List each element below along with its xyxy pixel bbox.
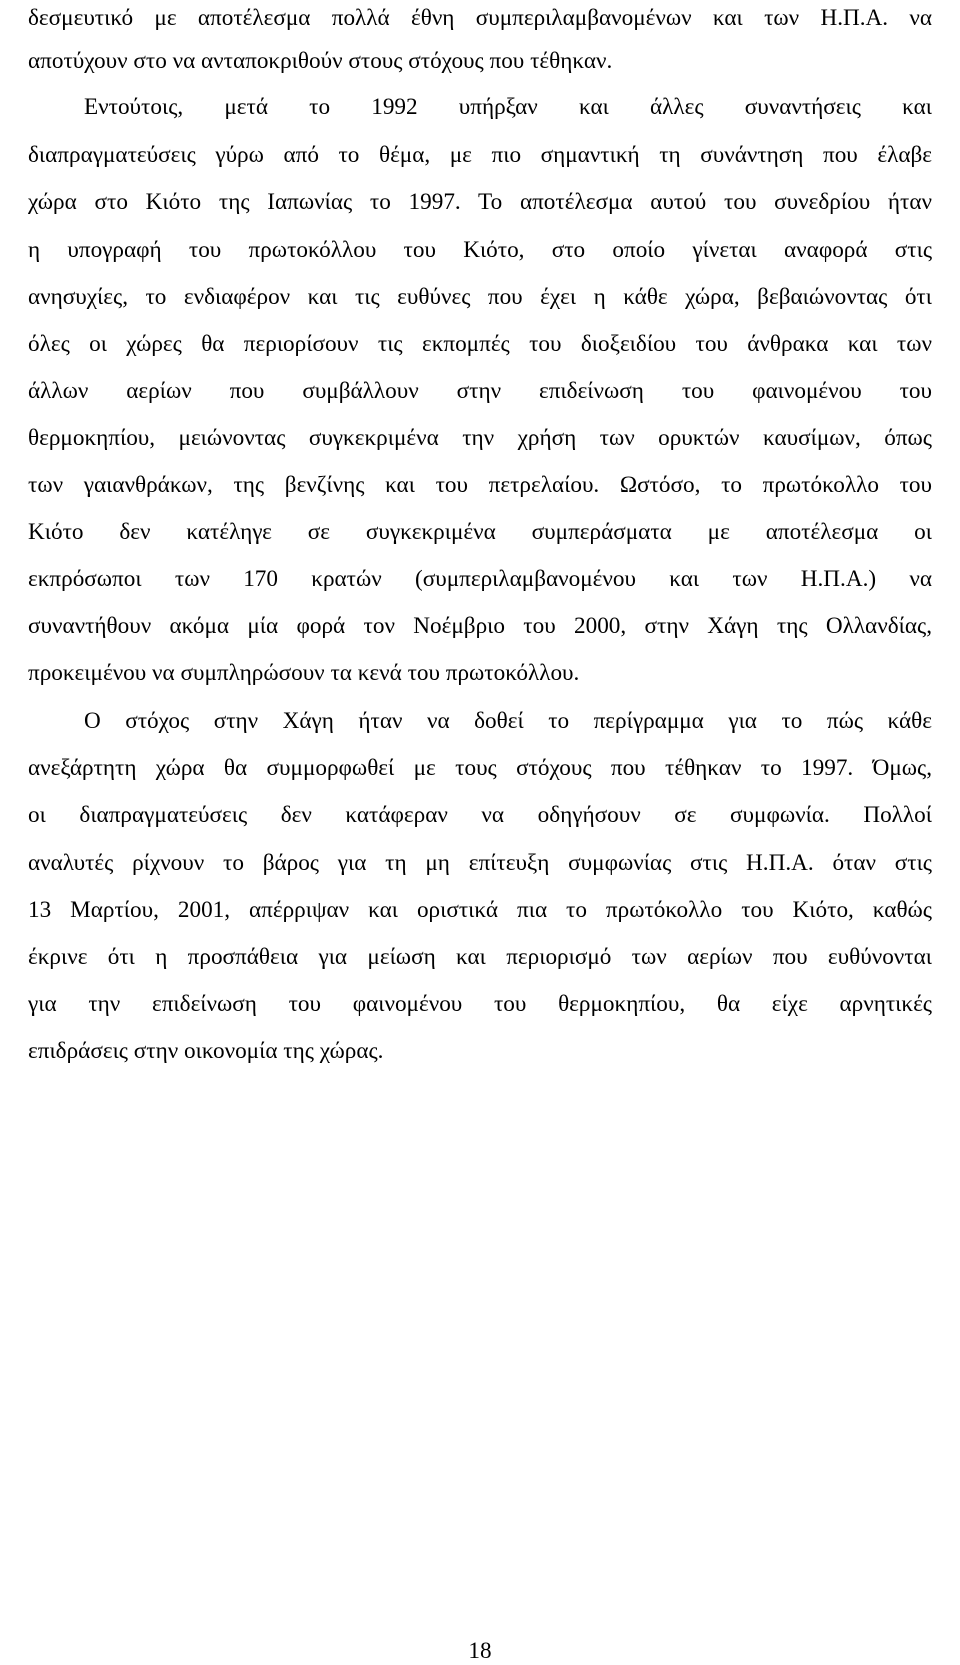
text-line: αναλυτές ρίχνουν το βάρος για τη μη επίτευξη συμφωνίας στις Η.Π.Α. όταν στις <box>28 850 932 876</box>
page-number: 18 <box>468 1638 492 1664</box>
text-line: 13 Μαρτίου, 2001, απέρριψαν και οριστικά πια το πρωτόκολλο του Κιότο, καθώς <box>28 897 932 923</box>
text-line: Εντούτοις, μετά το 1992 υπήρξαν και άλλες συναντήσεις και <box>84 94 932 120</box>
text-line: οι διαπραγματεύσεις δεν κατάφεραν να οδηγήσουν σε συμφωνία. Πολλοί <box>28 802 932 828</box>
text-line: έκρινε ότι η προσπάθεια για μείωση και περιορισμό των αερίων που ευθύνονται <box>28 944 932 970</box>
text-line: ανησυχίες, το ενδιαφέρον και τις ευθύνες που έχει η κάθε χώρα, βεβαιώνοντας ότι <box>28 284 932 310</box>
text-line: χώρα στο Κιότο της Ιαπωνίας το 1997. Το αποτέλεσμα αυτού του συνεδρίου ήταν <box>28 189 932 215</box>
text-line: όλες οι χώρες θα περιορίσουν τις εκπομπές του διοξειδίου του άνθρακα και των <box>28 331 932 357</box>
text-line: Ο στόχος στην Χάγη ήταν να δοθεί το περίγραμμα για το πώς κάθε <box>84 708 932 734</box>
text-line: για την επιδείνωση του φαινομένου του θερμοκηπίου, θα είχε αρνητικές <box>28 991 932 1017</box>
text-line: αποτύχουν στο να ανταποκριθούν στους στόχους που τέθηκαν. <box>28 48 613 74</box>
text-line: δεσμευτικό με αποτέλεσμα πολλά έθνη συμπεριλαμβανομένων και των Η.Π.Α. να <box>28 5 932 31</box>
text-line: άλλων αερίων που συμβάλλουν στην επιδείνωση του φαινομένου του <box>28 378 932 404</box>
text-line: θερμοκηπίου, μειώνοντας συγκεκριμένα την χρήση των ορυκτών καυσίμων, όπως <box>28 425 932 451</box>
text-line: ανεξάρτητη χώρα θα συμμορφωθεί με τους στόχους που τέθηκαν το 1997. Όμως, <box>28 755 932 781</box>
text-line: προκειμένου να συμπληρώσουν τα κενά του πρωτοκόλλου. <box>28 660 580 686</box>
text-line: επιδράσεις στην οικονομία της χώρας. <box>28 1038 384 1064</box>
text-line: διαπραγματεύσεις γύρω από το θέμα, με πιο σημαντική τη συνάντηση που έλαβε <box>28 142 932 168</box>
text-line: συναντήθουν ακόμα μία φορά τον Νοέμβριο του 2000, στην Χάγη της Ολλανδίας, <box>28 613 932 639</box>
text-line: η υπογραφή του πρωτοκόλλου του Κιότο, στο οποίο γίνεται αναφορά στις <box>28 237 932 263</box>
text-line: των γαιανθράκων, της βενζίνης και του πετρελαίου. Ωστόσο, το πρωτόκολλο του <box>28 472 932 498</box>
text-line: Κιότο δεν κατέληγε σε συγκεκριμένα συμπεράσματα με αποτέλεσμα οι <box>28 519 932 545</box>
text-line: εκπρόσωποι των 170 κρατών (συμπεριλαμβανομένου και των Η.Π.Α.) να <box>28 566 932 592</box>
